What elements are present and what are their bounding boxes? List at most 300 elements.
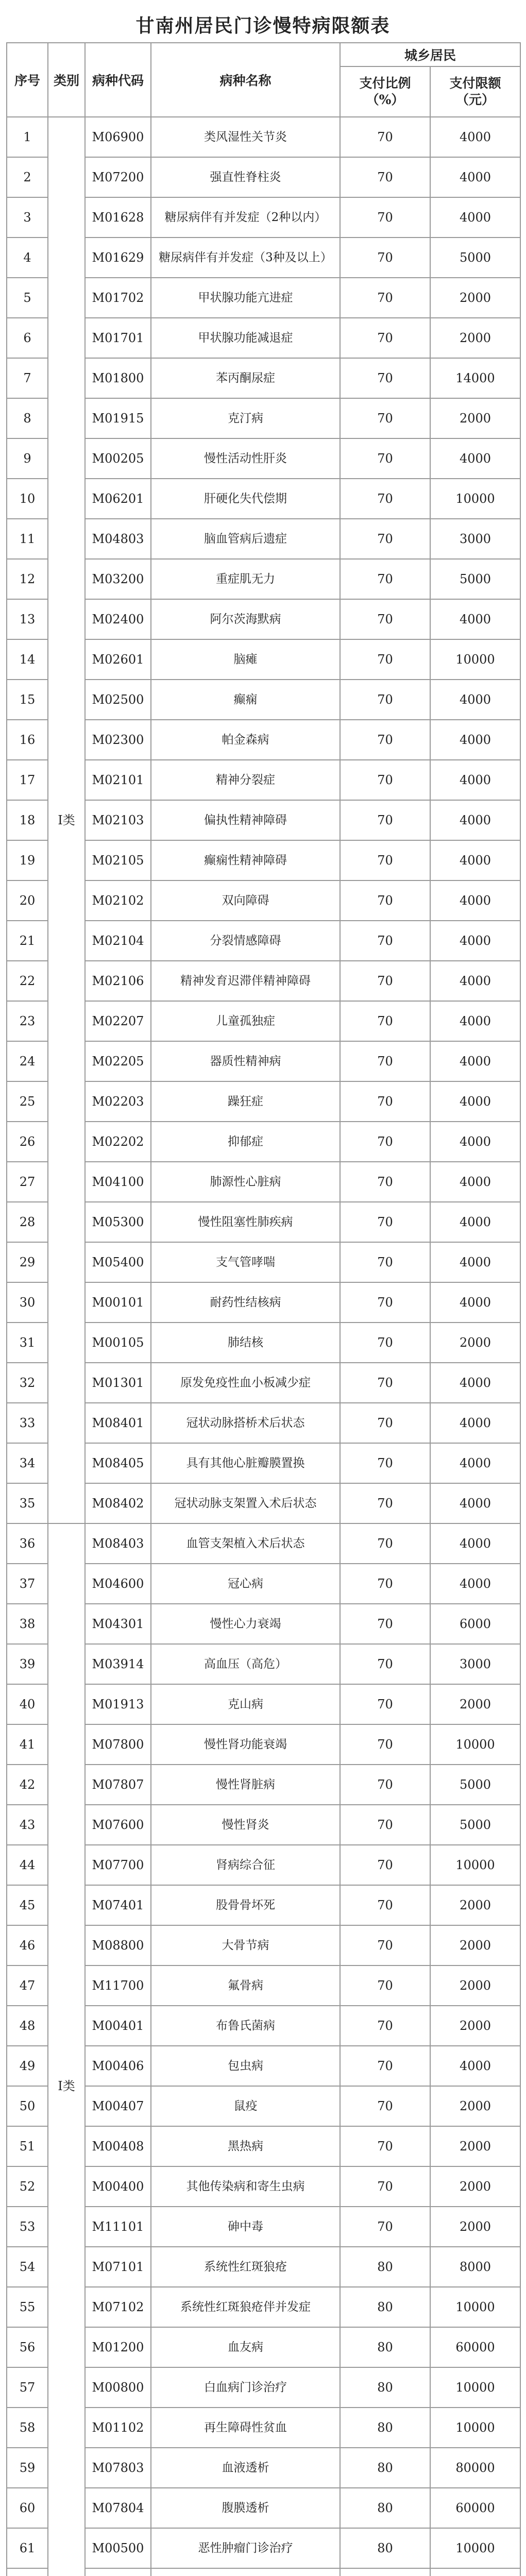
cell-name: 帕金森病 [151,720,340,760]
cell-name: 砷中毒 [151,2207,340,2247]
cell-limit: 4000 [430,840,520,880]
cell-no: 27 [7,1162,48,1202]
cell-code: M02400 [85,599,151,639]
cell-name: 腹膜透析 [151,2488,340,2528]
cell-no: 61 [7,2528,48,2568]
cell-ratio: 70 [340,519,430,559]
header-code: 病种代码 [85,43,151,117]
cell-ratio: 70 [340,318,430,358]
cell-ratio: 70 [340,1684,430,1724]
cell-limit: 5000 [430,238,520,278]
cell-ratio: 80 [340,2287,430,2327]
cell-no: 18 [7,800,48,840]
cell-limit: 4000 [430,680,520,720]
cell-limit: 10000 [430,1724,520,1765]
cell-limit: 4000 [430,880,520,921]
cell-ratio: 70 [340,1604,430,1644]
cell-code: M11101 [85,2207,151,2247]
cell-limit: 2000 [430,2126,520,2166]
cell-name: 慢性阻塞性肺疾病 [151,1202,340,1242]
cell-name: 克汀病 [151,398,340,438]
cell-ratio: 80 [340,2408,430,2448]
cell-limit: 4000 [430,1122,520,1162]
cell-name: 甲状腺功能亢进症 [151,278,340,318]
cell-limit: 8000 [430,2247,520,2287]
cell-limit [430,2568,520,2576]
cell-code [85,2568,151,2576]
cell-no: 42 [7,1765,48,1805]
cell-name: 脑血管病后遗症 [151,519,340,559]
cell-name: 冠状动脉支架置入术后状态 [151,1483,340,1523]
cell-code: M02207 [85,1001,151,1041]
cell-limit: 10000 [430,2408,520,2448]
cell-limit: 4000 [430,2046,520,2086]
cell-limit: 4000 [430,1523,520,1564]
cell-ratio: 70 [340,117,430,157]
cell-name: 癫痫性精神障碍 [151,840,340,880]
cell-name: 白血病门诊治疗 [151,2367,340,2408]
cell-limit: 10000 [430,1845,520,1885]
category-label: Ⅰ类 [58,2079,75,2093]
cell-limit: 3000 [430,519,520,559]
cell-no: 33 [7,1403,48,1443]
cell-code: M00800 [85,2367,151,2408]
cell-ratio: 80 [340,2367,430,2408]
cell-no: 37 [7,1564,48,1604]
cell-name: 精神发育迟滞伴精神障碍 [151,961,340,1001]
cell-code: M07700 [85,1845,151,1885]
cell-code: M07200 [85,157,151,197]
cell-code: M07804 [85,2488,151,2528]
cell-no: 34 [7,1443,48,1483]
cell-limit: 4000 [430,157,520,197]
header-group: 城乡居民 [340,43,520,66]
cell-ratio: 70 [340,1845,430,1885]
cell-name: 苯丙酮尿症 [151,358,340,398]
cell-limit: 4000 [430,117,520,157]
cell-limit: 2000 [430,1885,520,1925]
cell-ratio: 70 [340,1644,430,1684]
cell-code: M07807 [85,1765,151,1805]
cell-no: 4 [7,238,48,278]
cell-code: M02300 [85,720,151,760]
cell-ratio: 70 [340,438,430,479]
cell-code: M01200 [85,2327,151,2367]
cell-limit: 2000 [430,1323,520,1363]
cell-no: 47 [7,1965,48,2006]
cell-no: 12 [7,559,48,599]
cell-limit: 80000 [430,2448,520,2488]
table-row [7,117,520,157]
cell-name: 慢性活动性肝炎 [151,438,340,479]
cell-no: 44 [7,1845,48,1885]
cell-ratio: 70 [340,880,430,921]
cell-name: 系统性红斑狼疮伴并发症 [151,2287,340,2327]
cell-name: 血液透析 [151,2448,340,2488]
cell-ratio: 70 [340,2046,430,2086]
cell-name: 强直性脊柱炎 [151,157,340,197]
cell-limit: 4000 [430,1363,520,1403]
cell-ratio: 70 [340,2086,430,2126]
cell-no: 53 [7,2207,48,2247]
cell-ratio: 70 [340,1403,430,1443]
cell-name: 冠心病 [151,1564,340,1604]
cell-limit: 2000 [430,278,520,318]
cell-no: 20 [7,880,48,921]
cell-no: 59 [7,2448,48,2488]
cell-ratio: 70 [340,1122,430,1162]
cell-code: M07102 [85,2287,151,2327]
cell-limit: 4000 [430,1483,520,1523]
cell-name: 支气管哮喘 [151,1242,340,1282]
cell-no: 26 [7,1122,48,1162]
cell-limit: 60000 [430,2488,520,2528]
cell-ratio: 70 [340,2006,430,2046]
cell-limit: 2000 [430,398,520,438]
cell-name: 甲状腺功能减退症 [151,318,340,358]
cell-limit: 4000 [430,1564,520,1604]
cell-code: M02202 [85,1122,151,1162]
cell-code: M00101 [85,1282,151,1323]
cell-no: 55 [7,2287,48,2327]
cell-code: M02105 [85,840,151,880]
cell-no: 6 [7,318,48,358]
cell-no: 43 [7,1805,48,1845]
cell-name: 肝硬化失代偿期 [151,479,340,519]
cell-no: 31 [7,1323,48,1363]
cell-no: 25 [7,1081,48,1122]
cell-no: 11 [7,519,48,559]
cell-name: 慢性肾脏病 [151,1765,340,1805]
cell-no: 49 [7,2046,48,2086]
header-name: 病种名称 [151,43,340,117]
cell-code: M01913 [85,1684,151,1724]
cell-limit: 2000 [430,2086,520,2126]
cell-no: 14 [7,639,48,680]
cell-no: 52 [7,2166,48,2207]
cell-no: 13 [7,599,48,639]
cell-name: 阿尔茨海默病 [151,599,340,639]
cell-code: M07800 [85,1724,151,1765]
cell-no: 35 [7,1483,48,1523]
cell-limit: 4000 [430,1041,520,1081]
cell-limit: 5000 [430,559,520,599]
cell-name: 原发免疫性血小板减少症 [151,1363,340,1403]
cell-ratio: 70 [340,639,430,680]
cell-no: 40 [7,1684,48,1724]
cell-ratio: 70 [340,1443,430,1483]
cell-no: 19 [7,840,48,880]
cell-ratio: 80 [340,2448,430,2488]
cell-limit: 4000 [430,1443,520,1483]
cell-no: 21 [7,921,48,961]
cell-ratio: 70 [340,1965,430,2006]
cell-no [7,2568,48,2576]
cell-ratio: 70 [340,1805,430,1845]
cell-limit: 2000 [430,1965,520,2006]
cell-name: 包虫病 [151,2046,340,2086]
cell-limit: 2000 [430,2006,520,2046]
cell-code: M01702 [85,278,151,318]
cell-limit: 14000 [430,358,520,398]
cell-limit: 2000 [430,1684,520,1724]
header-no: 序号 [7,43,48,117]
cell-limit: 2000 [430,2166,520,2207]
cell-ratio: 80 [340,2528,430,2568]
cell-name: 慢性肾炎 [151,1805,340,1845]
cell-code: M04600 [85,1564,151,1604]
cell-name: 鼠疫 [151,2086,340,2126]
cell-limit: 4000 [430,1001,520,1041]
cell-code: M04100 [85,1162,151,1202]
cell-name: 精神分裂症 [151,760,340,800]
quota-table [6,42,521,2576]
cell-name: 具有其他心脏瓣膜置换 [151,1443,340,1483]
cell-code: M08405 [85,1443,151,1483]
cell-ratio: 70 [340,1925,430,1965]
cell-no: 24 [7,1041,48,1081]
cell-no: 7 [7,358,48,398]
cell-name: 其他传染病和寄生虫病 [151,2166,340,2207]
cell-no: 29 [7,1242,48,1282]
cell-code: M02500 [85,680,151,720]
cell-code: M08403 [85,1523,151,1564]
cell-no: 38 [7,1604,48,1644]
cell-code: M00407 [85,2086,151,2126]
cell-name: 肺结核 [151,1323,340,1363]
cell-no: 36 [7,1523,48,1564]
cell-name: 高血压（高危） [151,1644,340,1684]
cell-no: 58 [7,2408,48,2448]
cell-name: 恶性肿瘤门诊治疗 [151,2528,340,2568]
cell-code: M01701 [85,318,151,358]
cell-limit: 10000 [430,639,520,680]
cell-name: 躁狂症 [151,1081,340,1122]
cell-code: M02601 [85,639,151,680]
cell-limit: 4000 [430,961,520,1001]
cell-name: 黑热病 [151,2126,340,2166]
cell-no: 39 [7,1644,48,1684]
cell-name: 儿童孤独症 [151,1001,340,1041]
table-body [7,117,520,2576]
cell-code: M01301 [85,1363,151,1403]
cell-limit: 3000 [430,1644,520,1684]
cell-name: 肺源性心脏病 [151,1162,340,1202]
cell-no: 23 [7,1001,48,1041]
cell-no: 50 [7,2086,48,2126]
cell-ratio: 70 [340,197,430,238]
cell-limit: 10000 [430,479,520,519]
document-title: 甘南州居民门诊慢特病限额表 [135,15,391,37]
cell-limit: 2000 [430,318,520,358]
cell-code: M02102 [85,880,151,921]
cell-ratio: 70 [340,720,430,760]
cell-limit: 4000 [430,921,520,961]
cell-ratio: 70 [340,2126,430,2166]
cell-no: 10 [7,479,48,519]
cell-limit: 2000 [430,1925,520,1965]
cell-name: 糖尿病伴有并发症（2种以内） [151,197,340,238]
cell-ratio: 70 [340,961,430,1001]
cell-no: 22 [7,961,48,1001]
cell-code: M00401 [85,2006,151,2046]
table-row [7,1523,520,1564]
cell-code: M02106 [85,961,151,1001]
cell-code: M02104 [85,921,151,961]
cell-name: 慢性肾功能衰竭 [151,1724,340,1765]
cell-name: 耐药性结核病 [151,1282,340,1323]
cell-code: M08800 [85,1925,151,1965]
cell-name [151,2568,340,2576]
cell-ratio: 70 [340,1885,430,1925]
cell-no: 46 [7,1925,48,1965]
cell-code: M01915 [85,398,151,438]
cell-no: 51 [7,2126,48,2166]
cell-no: 54 [7,2247,48,2287]
cell-ratio: 70 [340,1363,430,1403]
cell-code: M00406 [85,2046,151,2086]
cell-no: 30 [7,1282,48,1323]
cell-code: M00408 [85,2126,151,2166]
cell-code: M08401 [85,1403,151,1443]
cell-ratio: 70 [340,1162,430,1202]
cell-limit: 4000 [430,197,520,238]
cell-name: 克山病 [151,1684,340,1724]
cell-ratio: 70 [340,2207,430,2247]
cell-limit: 4000 [430,800,520,840]
cell-ratio: 70 [340,398,430,438]
cell-code: M01800 [85,358,151,398]
cell-ratio: 70 [340,1323,430,1363]
cell-ratio: 70 [340,559,430,599]
cell-ratio: 70 [340,760,430,800]
cell-code: M07803 [85,2448,151,2488]
cell-no: 9 [7,438,48,479]
cell-ratio: 70 [340,1041,430,1081]
cell-name: 系统性红斑狼疮 [151,2247,340,2287]
header-category: 类别 [48,43,85,117]
cell-code: M00205 [85,438,151,479]
header-limit: 支付限额（元） [430,66,520,117]
cell-limit: 4000 [430,1202,520,1242]
cell-no: 16 [7,720,48,760]
cell-limit: 4000 [430,720,520,760]
cell-ratio: 70 [340,1483,430,1523]
cell-no: 3 [7,197,48,238]
cell-ratio: 70 [340,680,430,720]
cell-limit: 4000 [430,1081,520,1122]
cell-no: 5 [7,278,48,318]
cell-ratio: 70 [340,238,430,278]
cell-limit: 10000 [430,2367,520,2408]
cell-ratio: 70 [340,157,430,197]
cell-name: 血友病 [151,2327,340,2367]
cell-code: M02103 [85,800,151,840]
cell-limit: 10000 [430,2287,520,2327]
cell-ratio: 80 [340,2247,430,2287]
cell-code: M03200 [85,559,151,599]
cell-no: 45 [7,1885,48,1925]
cell-category [48,1523,85,2576]
cell-code: M05300 [85,1202,151,1242]
cell-limit: 6000 [430,1604,520,1644]
cell-ratio: 70 [340,1282,430,1323]
cell-no: 41 [7,1724,48,1765]
cell-no: 1 [7,117,48,157]
cell-limit: 4000 [430,1162,520,1202]
cell-name: 类风湿性关节炎 [151,117,340,157]
cell-no: 17 [7,760,48,800]
cell-name: 冠状动脉搭桥术后状态 [151,1403,340,1443]
cell-ratio: 80 [340,2327,430,2367]
cell-code: M03914 [85,1644,151,1684]
cell-ratio: 70 [340,840,430,880]
cell-code: M02101 [85,760,151,800]
cell-limit: 10000 [430,2528,520,2568]
cell-ratio: 70 [340,1523,430,1564]
cell-code: M11700 [85,1965,151,2006]
cell-code: M04301 [85,1604,151,1644]
cell-code: M02205 [85,1041,151,1081]
cell-ratio: 70 [340,2166,430,2207]
cell-no: 15 [7,680,48,720]
cell-limit: 4000 [430,1242,520,1282]
cell-ratio: 70 [340,479,430,519]
cell-limit: 4000 [430,599,520,639]
cell-ratio: 70 [340,1001,430,1041]
cell-name: 分裂情感障碍 [151,921,340,961]
cell-name: 糖尿病伴有并发症（3种及以上） [151,238,340,278]
cell-code: M01629 [85,238,151,278]
cell-ratio: 70 [340,1242,430,1282]
category-label: Ⅰ类 [58,813,75,827]
cell-limit: 60000 [430,2327,520,2367]
cell-code: M01628 [85,197,151,238]
cell-ratio: 70 [340,1202,430,1242]
cell-ratio [340,2568,430,2576]
cell-no: 57 [7,2367,48,2408]
cell-ratio: 70 [340,358,430,398]
cell-ratio: 70 [340,278,430,318]
cell-code: M00500 [85,2528,151,2568]
cell-ratio: 70 [340,1081,430,1122]
cell-code: M01102 [85,2408,151,2448]
cell-category [48,117,85,1523]
cell-name: 布鲁氏菌病 [151,2006,340,2046]
cell-no: 8 [7,398,48,438]
cell-limit: 4000 [430,760,520,800]
cell-name: 双向障碍 [151,880,340,921]
cell-name: 脑瘫 [151,639,340,680]
cell-name: 重症肌无力 [151,559,340,599]
cell-code: M07401 [85,1885,151,1925]
cell-ratio: 70 [340,1564,430,1604]
cell-no: 60 [7,2488,48,2528]
cell-ratio: 70 [340,1724,430,1765]
cell-limit: 4000 [430,1403,520,1443]
cell-limit: 5000 [430,1765,520,1805]
cell-ratio: 70 [340,921,430,961]
cell-name: 再生障碍性贫血 [151,2408,340,2448]
header-ratio: 支付比例（%） [340,66,430,117]
table-header [7,43,520,117]
cell-name: 肾病综合征 [151,1845,340,1885]
cell-name: 抑郁症 [151,1122,340,1162]
cell-no: 48 [7,2006,48,2046]
cell-code: M08402 [85,1483,151,1523]
cell-ratio: 70 [340,800,430,840]
cell-limit: 4000 [430,1282,520,1323]
